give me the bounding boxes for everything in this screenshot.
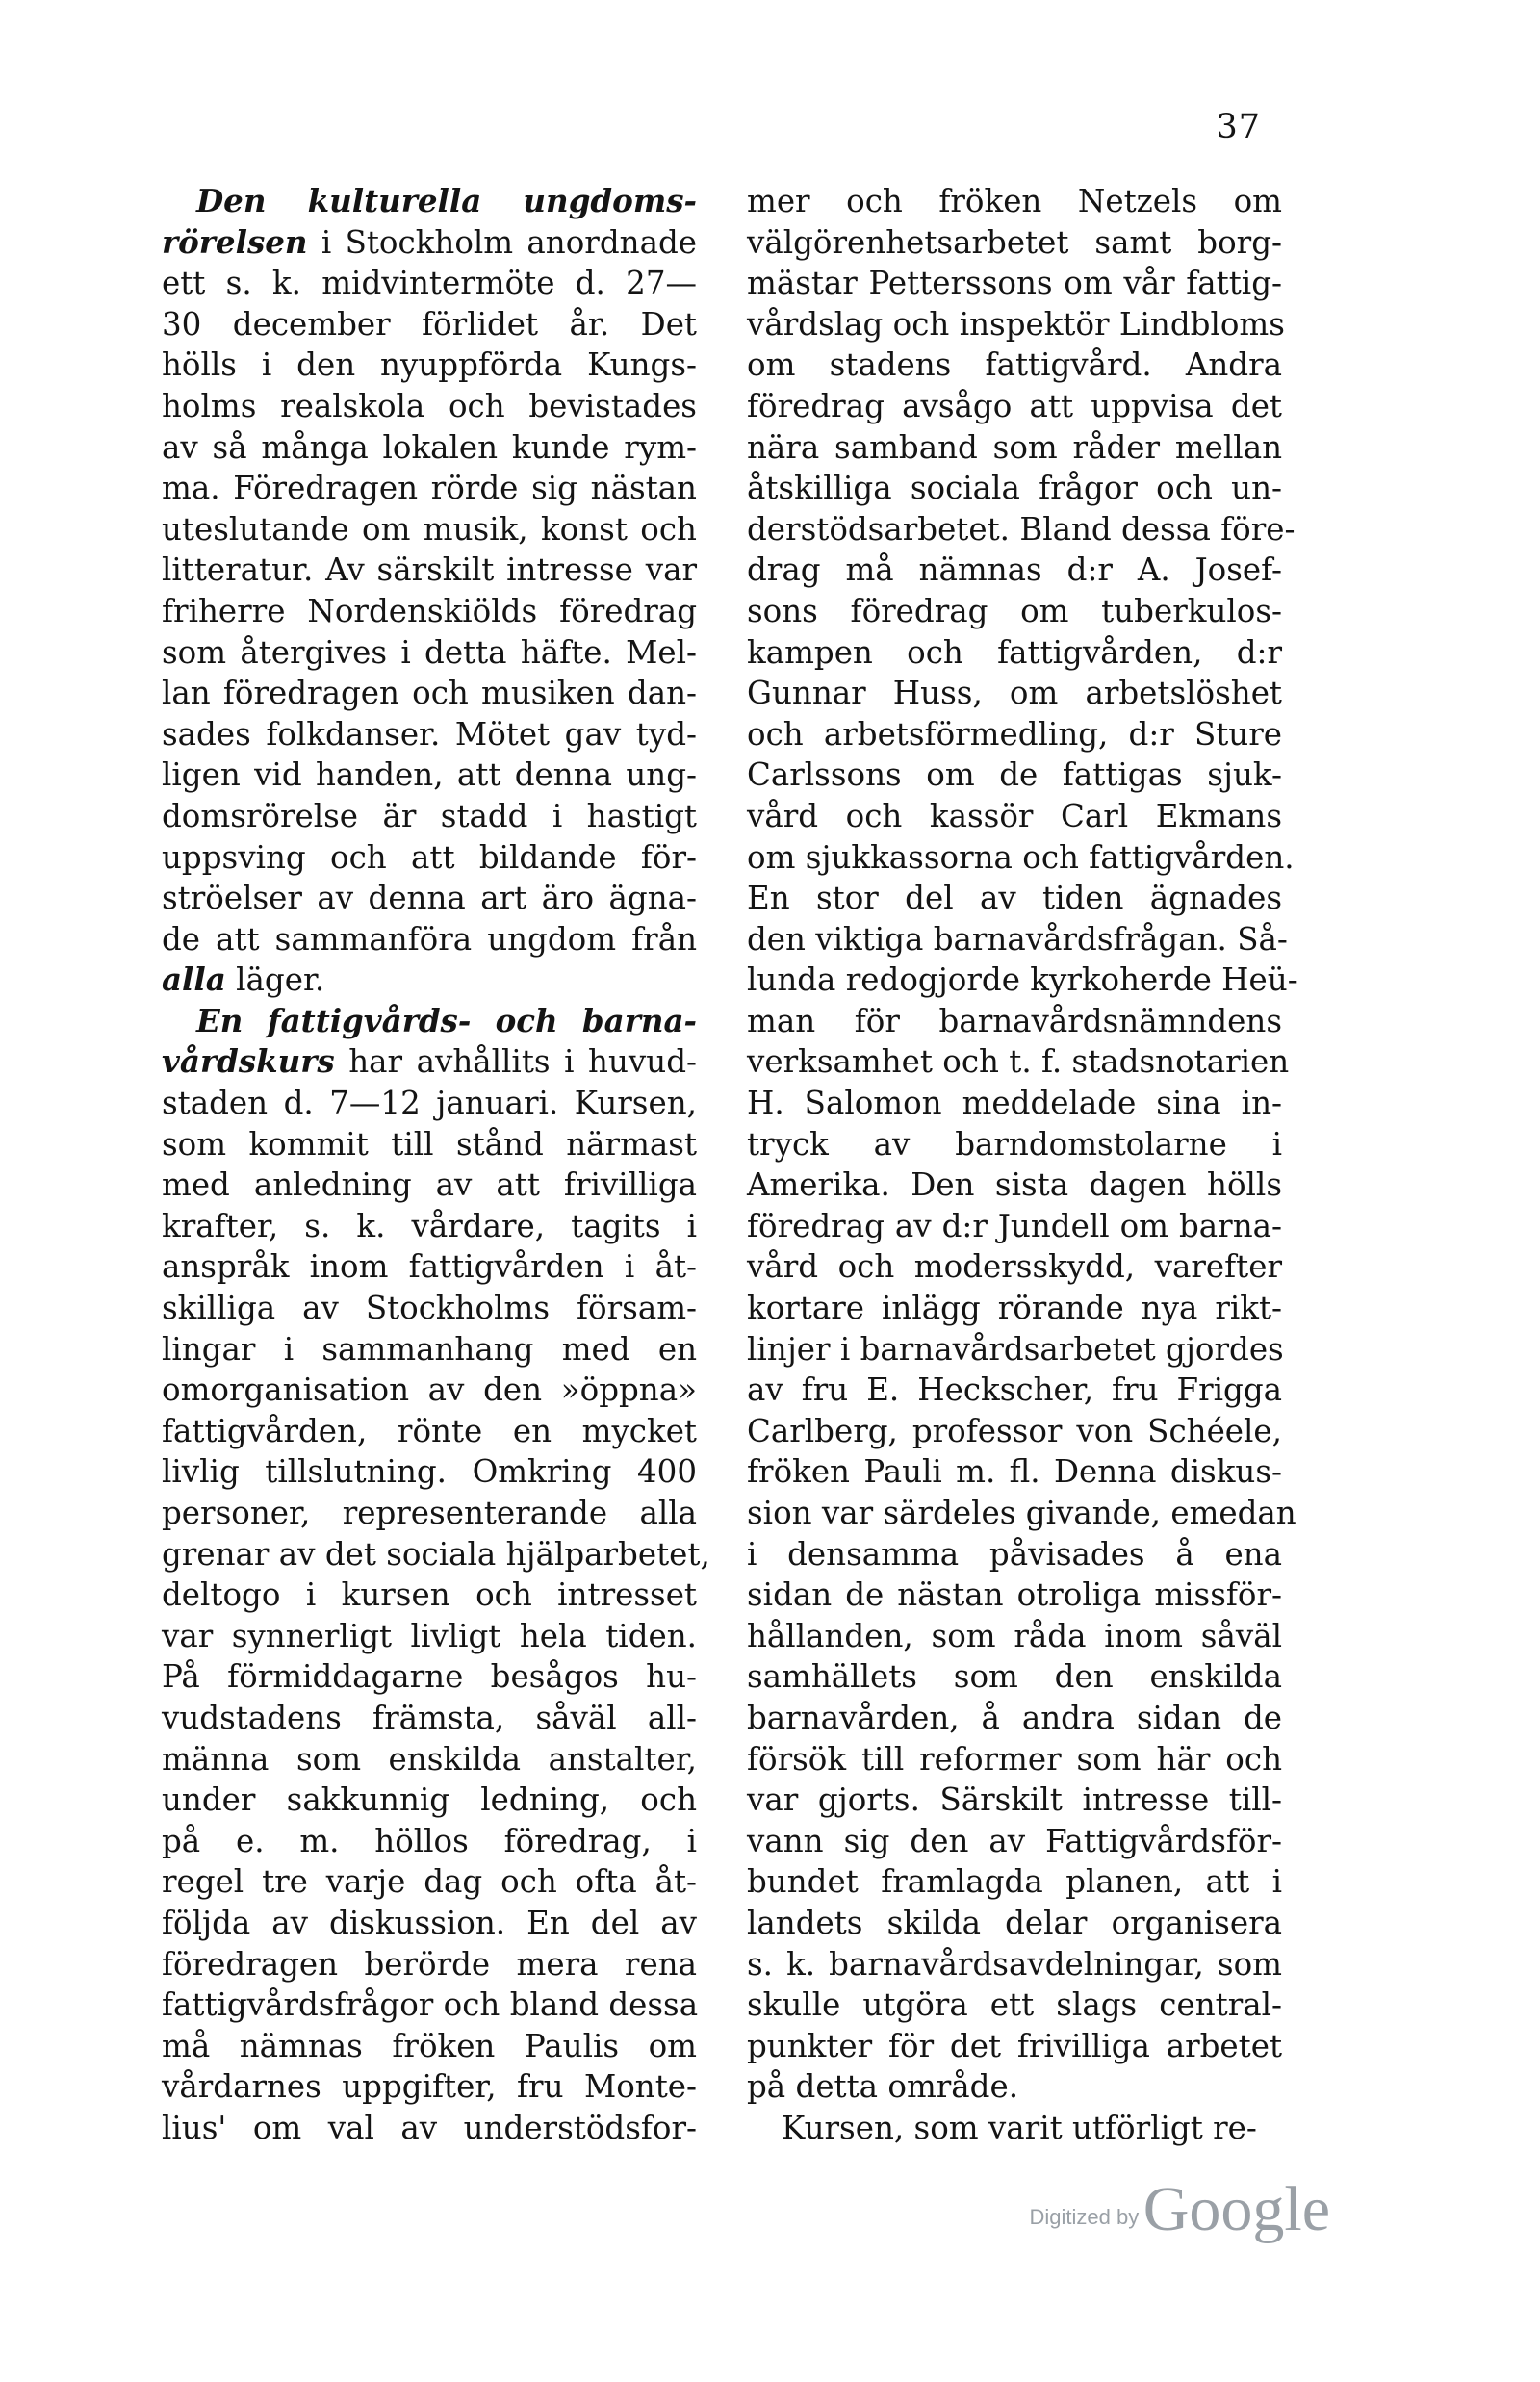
text-line: uppsving och att bildande för- — [162, 838, 697, 876]
emphasis: Den kulturella ungdoms- — [196, 182, 697, 219]
text-line: på detta område. — [747, 2068, 1019, 2106]
text-line: var synnerligt livligt hela tiden. — [162, 1617, 697, 1654]
emphasis: alla — [162, 960, 226, 999]
text-line: var gjorts. Särskilt intresse till- — [747, 1781, 1282, 1819]
text-line: holms realskola och bevistades — [162, 387, 697, 424]
text-line: tryck av barndomstolarne i — [747, 1125, 1282, 1163]
text-line: samhällets som den enskilda — [747, 1658, 1282, 1696]
text-line: landets skilda delar organisera — [747, 1904, 1282, 1941]
section-heading-kulturella — [162, 181, 697, 222]
digitized-watermark — [1030, 2173, 1330, 2246]
text-line: sidan de nästan otroliga missför- — [747, 1576, 1282, 1614]
text-line: lius' om val av understödsfor- — [162, 2109, 697, 2146]
text-line: man för barnavårdsnämndens — [747, 1002, 1282, 1039]
emphasis: vårdskurs — [162, 1042, 335, 1081]
text-line: skilliga av Stockholms försam- — [162, 1290, 697, 1327]
text-line: sons föredrag om tuberkulos- — [747, 592, 1282, 629]
text-line: Gunnar Huss, om arbetslöshet — [747, 675, 1282, 712]
text-line: sades folkdanser. Mötet gav tyd- — [162, 715, 697, 753]
text-line: kortare inlägg rörande nya rikt- — [747, 1290, 1282, 1327]
text-line: verksamhet och t. f. stadsnotarien — [747, 1043, 1290, 1081]
text-line: lan föredragen och musiken dan- — [162, 675, 697, 712]
text-line: grenar av det sociala hjälparbetet, — [162, 1535, 710, 1573]
text-line: hölls i den nyuppförda Kungs- — [162, 346, 697, 384]
text-line: som återgives i detta häfte. Mel- — [162, 633, 697, 671]
text-line: följda av diskussion. En del av — [162, 1904, 697, 1941]
text-line: s. k. barnavårdsavdelningar, som — [747, 1945, 1282, 1983]
text-line: barnavården, å andra sidan de — [747, 1699, 1282, 1736]
text-line: hållanden, som råda inom såväl — [747, 1617, 1282, 1654]
text-line: friherre Nordenskiölds föredrag — [162, 592, 697, 629]
text-line: deltogo i kursen och intresset — [162, 1576, 697, 1614]
text-line: ma. Föredragen rörde sig nästan — [162, 470, 697, 507]
text-line: den viktiga barnavårdsfrågan. Så- — [747, 920, 1288, 958]
text-line: nära samband som råder mellan — [747, 428, 1282, 466]
text-line: En stor del av tiden ägnades — [747, 880, 1282, 917]
emphasis: En fattigvårds- och barna- — [196, 1001, 697, 1039]
text-line: föredrag avsågo att uppvisa det — [747, 387, 1282, 424]
text-line: personer, representerande alla — [162, 1495, 697, 1531]
emphasis: rörelsen — [162, 222, 308, 261]
text-line: av fru E. Heckscher, fru Frigga — [747, 1371, 1282, 1409]
text-line: i densamma påvisades å ena — [747, 1535, 1282, 1573]
text-line: mästar Petterssons om vår fattig- — [747, 265, 1282, 302]
text-line: regel tre varje dag och ofta åt- — [162, 1863, 697, 1901]
text-line: litteratur. Av särskilt intresse var — [162, 551, 697, 589]
text-line: På förmiddagarne besågos hu- — [162, 1658, 697, 1696]
text-line: mer och fröken Netzels om — [747, 183, 1282, 219]
text-line: må nämnas fröken Paulis om — [162, 2027, 697, 2064]
text-line: staden d. 7—12 januari. Kursen, — [162, 1085, 697, 1122]
text-line: bundet framlagda planen, att i — [747, 1863, 1282, 1901]
text-line: ströelser av denna art äro ägna- — [162, 880, 697, 917]
text-line: åtskilliga sociala frågor och un- — [747, 470, 1282, 507]
text-line: domsrörelse är stadd i hastigt — [162, 797, 697, 834]
text-line: punkter för det frivilliga arbetet — [747, 2027, 1282, 2064]
text-line: föredragen berörde mera rena — [162, 1945, 697, 1983]
text-line: av så många lokalen kunde rym- — [162, 428, 697, 466]
text-line: anspråk inom fattigvården i åt- — [162, 1248, 697, 1286]
text-line: livlig tillslutning. Omkring 400 — [162, 1453, 697, 1491]
text-line: om sjukkassorna och fattigvården. — [747, 838, 1295, 876]
text-line: Carlberg, professor von Schéele, — [747, 1412, 1282, 1449]
text-line: vann sig den av Fattigvårdsför- — [747, 1822, 1282, 1859]
text-line: vudstadens främsta, såväl all- — [162, 1699, 697, 1736]
text-line: och arbetsförmedling, d:r Sture — [747, 715, 1282, 753]
text-line: vårdskurs har avhållits i huvud- — [162, 1042, 697, 1081]
text-line: linjer i barnavårdsarbetet gjordes — [747, 1330, 1284, 1368]
text-line: derstödsarbetet. Bland dessa före- — [747, 510, 1296, 548]
text-line: vårdslag och inspektör Lindbloms — [747, 305, 1285, 343]
text-line: Kursen, som varit utförligt re- — [782, 2109, 1257, 2146]
text-line: under sakkunnig ledning, och — [162, 1781, 697, 1819]
text-line: Amerika. Den sista dagen hölls — [747, 1166, 1282, 1204]
text-line: omorganisation av den »öppna» — [162, 1371, 697, 1409]
text-line: försök till reformer som här och — [747, 1740, 1282, 1778]
text-line: lunda redogjorde kyrkoherde Heü- — [747, 961, 1298, 999]
text-line: vård och modersskydd, varefter — [747, 1248, 1282, 1286]
text-line: männa som enskilda anstalter, — [162, 1740, 697, 1778]
digitized-label: Digitized by — [1029, 2205, 1140, 2229]
text-line: på e. m. höllos föredrag, i — [162, 1822, 697, 1859]
text-line: vård och kassör Carl Ekmans — [747, 797, 1282, 834]
text-line: uteslutande om musik, konst och — [162, 510, 697, 548]
text-line: ett s. k. midvintermöte d. 27— — [162, 265, 697, 302]
text-line: vårdarnes uppgifter, fru Monte- — [162, 2068, 697, 2106]
text-line: föredrag av d:r Jundell om barna- — [747, 1207, 1282, 1244]
text-line: fattigvårdsfrågor och bland dessa — [162, 1986, 699, 2024]
text-line: skulle utgöra ett slags central- — [747, 1986, 1282, 2024]
text-line: alla läger. — [162, 960, 325, 999]
text-line: krafter, s. k. vårdare, tagits i — [162, 1207, 697, 1244]
text-line: om stadens fattigvård. Andra — [747, 346, 1282, 384]
text-line: de att sammanföra ungdom från — [162, 920, 697, 958]
text-line: fattigvården, rönte en mycket — [162, 1412, 697, 1449]
text-line: Carlssons om de fattigas sjuk- — [747, 756, 1282, 794]
right-column — [747, 181, 1298, 2149]
text-line: drag må nämnas d:r A. Josef- — [747, 551, 1282, 589]
page-number: 37 — [1216, 108, 1261, 146]
text-line — [162, 1001, 697, 1042]
google-logo: Google — [1142, 2174, 1330, 2244]
text-line: med anledning av att frivilliga — [162, 1166, 697, 1204]
left-column — [162, 181, 710, 2149]
text-line: ligen vid handen, att denna ung- — [162, 756, 697, 794]
text-line: kampen och fattigvården, d:r — [747, 633, 1282, 671]
text-line: fröken Pauli m. fl. Denna diskus- — [747, 1453, 1282, 1491]
text-line: som kommit till stånd närmast — [162, 1125, 697, 1163]
text-line: 30 december förlidet år. Det — [162, 305, 697, 343]
text-line: sion var särdeles givande, emedan — [747, 1495, 1296, 1531]
text-line: rörelsen i Stockholm anordnade — [162, 222, 697, 261]
text-line: välgörenhetsarbetet samt borg- — [747, 223, 1282, 261]
text-line: lingar i sammanhang med en — [162, 1330, 697, 1368]
text-line: H. Salomon meddelade sina in- — [747, 1085, 1282, 1122]
